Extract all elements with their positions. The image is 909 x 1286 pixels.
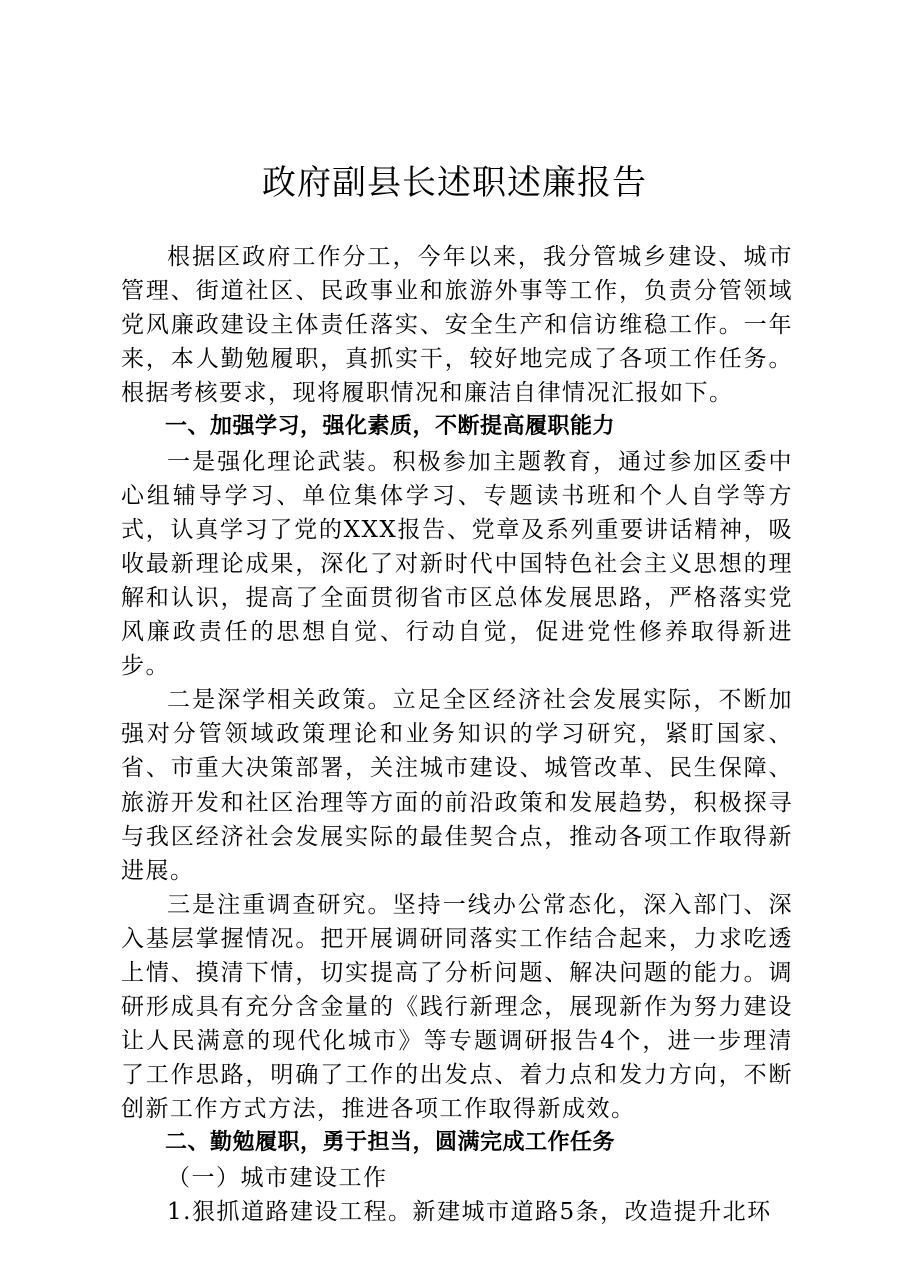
document-body xyxy=(121,240,793,1229)
paragraph-research: 三是注重调查研究。坚持一线办公常态化，深入部门、深入基层掌握情况。把开展调研同落实工作结合起来，力求吃透上情、摸清下情，切实提高了分析问题、解决问题的能力。调研形成具有充分含金量的《践行新理念，展现新作为努力建设让人民满意的现代化城市》等专题调研报告4个，进一步理清了工作思路，明确了工作的出发点、着力点和发力方向，不断创新工作方式方法，推进各项工作取得新成效。 xyxy=(121,891,793,1123)
section-heading-1: 一、加强学习，强化素质，不断提高履职能力 xyxy=(165,414,616,440)
section-heading-2: 二、勤勉履职，勇于担当，圆满完成工作任务 xyxy=(165,1130,616,1156)
paragraph-theory-study: 一是强化理论武装。积极参加主题教育，通过参加区委中心组辅导学习、单位集体学习、专题读书班和个人自学等方式，认真学习了党的XXX报告、党章及系列重要讲话精神，吸收最新理论成果，深化了对新时代中国特色社会主义思想的理解和认识，提高了全面贯彻省市区总体发展思路，严格落实党风廉政责任的思想自觉、行动自觉，促进党性修养取得新进步。 xyxy=(121,448,793,680)
subsection-heading-urban-construction: （一）城市建设工作 xyxy=(167,1164,388,1191)
paragraph-road-construction: 1.狠抓道路建设工程。新建城市道路5条，改造提升北环 xyxy=(167,1198,772,1225)
intro-paragraph: 根据区政府工作分工，今年以来，我分管城乡建设、城市管理、街道社区、民政事业和旅游外事等工作，负责分管领域党风廉政建设主体责任落实、安全生产和信访维稳工作。一年来，本人勤勉履职，真抓实干，较好地完成了各项工作任务。根据考核要求，现将履职情况和廉洁自律情况汇报如下。 xyxy=(121,244,793,407)
paragraph-policy-study: 二是深学相关政策。立足全区经济社会发展实际，不断加强对分管领域政策理论和业务知识的学习研究，紧盯国家、省、市重大决策部署，关注城市建设、城管改革、民生保障、旅游开发和社区治理等方面的前沿政策和发展趋势，积极探寻与我区经济社会发展实际的最佳契合点，推动各项工作取得新进展。 xyxy=(121,687,793,884)
document-title: 政府副县长述职述廉报告 xyxy=(262,163,647,203)
